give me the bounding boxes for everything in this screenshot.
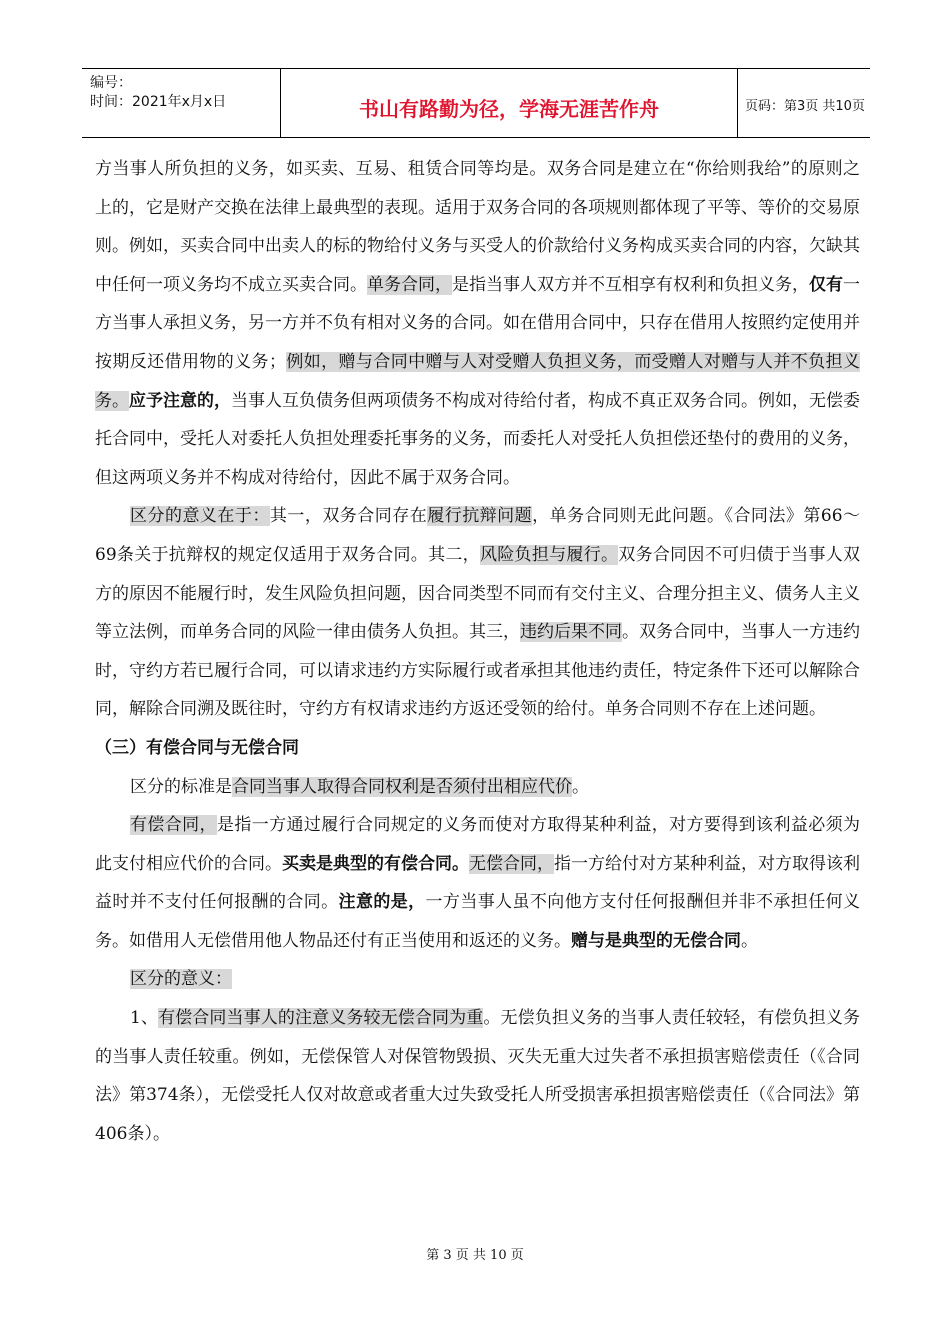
text-run: 一方当事人承担义务，另一方并不负有相对义务的合同。如在借用合同中，只存在借用人按照约定使用并按期反还借用物的义务； [95,274,860,372]
text-run: 。 [741,930,758,951]
text-run: 方当事人所负担的义务，如买卖、互易、租赁合同等均是。双务合同是建立在“你给则我给”的原则之上的，它是财产交换在法律上最典型的表现。适用于双务合同的各项规则都体现了平等、等价的交易原则。例如，买卖合同中出卖人的标的物给付义务与买受人的价款给付义务构成买卖合同的内容，欠缺其中任何一项义务均不成立买卖合同。 [95,159,860,295]
header-meta-cell [82,69,280,137]
highlight-term: 违约后果不同 [520,622,622,643]
highlight-term: 无偿合同， [469,853,554,874]
text-run: 指一方给付对方某种利益，对方取得该利益时并不支付任何报酬的合同。 [95,853,860,913]
highlight-term: 例如，赠与合同中赠与人对受赠人负担义务，而受赠人对赠与人并不负担义务。 [95,351,860,411]
bold-run: 仅有 [809,274,843,295]
highlight-term: 有偿合同当事人的注意义务较无偿合同为重 [158,1008,484,1029]
text-run: 是指一方通过履行合同规定的义务而使对方取得某种利益，对方要得到该利益必须为此支付相应代价的合同。 [95,815,861,874]
bold-run: 应予注意的， [129,390,231,411]
bold-run: 买卖是典型的有偿合同。 [282,853,469,874]
text-run: 双务合同因不可归债于当事人双方的原因不能履行时，发生风险负担问题，因合同类型不同而有交付主义、合理分担主义、债务人主义等立法例，而单务合同的风险一律由债务人负担。其三， [95,544,861,643]
paragraph-significance [95,497,860,729]
page-header [82,68,870,138]
text-run: 是指当事人双方并不互相享有权利和负担义务， [452,274,809,295]
highlight-term: 合同当事人取得合同权利是否须付出相应代价 [232,776,572,797]
time-label: 时间：2021年x月x日 [90,94,227,110]
paragraph-bilateral-unilateral [95,150,860,497]
text-run: 1、 [130,1008,159,1029]
page-footer: 第 3 页 共 10 页 [426,1248,524,1263]
highlight-term: 履行抗辩问题 [427,506,533,527]
text-run: ，单务合同则无此问题。《合同法》第66～69条关于抗辩权的规定仅适用于双务合同。其二， [95,506,860,565]
text-run: 区分的标准是 [130,776,232,797]
bold-run: 赠与是典型的无偿合同 [571,930,741,951]
motto: 书山有路勤为径，学海无涯苦作舟 [359,97,659,121]
text-run: 。双务合同中，当事人一方违约时，守约方若已履行合同，可以请求违约方实际履行或者承担其他违约责任，特定条件下还可以解除合同，解除合同溯及既往时，守约方有权请求违约方返还受领的给付。单务合同则不存在上述问题。 [95,622,860,720]
paragraph-significance-heading [95,960,860,999]
highlight-term: 单务合同， [367,274,452,295]
code-label: 编号： [90,75,132,91]
paragraph-point-1 [95,999,860,1153]
highlight-term: 区分的意义在于： [130,506,270,527]
text-run: 当事人互负债务但两项债务不构成对待给付者，构成不真正双务合同。例如，无偿委托合同中，受托人对委托人负担处理委托事务的义务，而委托人对受托人负担偿还垫付的费用的义务，但这两项义务并不构成对待给付，因此不属于双务合同。 [95,390,860,488]
section-heading: （三）有偿合同与无偿合同 [95,737,299,758]
text-run: 一方当事人虽不向他方支付任何报酬但并非不承担任何义务。如借用人无偿借用他人物品还付有正当使用和返还的义务。 [95,892,861,951]
page-info: 页码：第3页 共10页 [745,99,865,114]
header-page-cell [737,69,870,137]
bold-run: 注意的是， [338,892,426,913]
text-run: 。 [572,776,589,797]
document-body [95,150,860,1153]
paragraph-criterion [95,768,860,807]
highlight-term: 区分的意义： [130,969,232,990]
header-motto-cell [280,69,738,137]
paragraph-onerous-gratuitous [95,806,860,960]
highlight-term: 有偿合同， [130,815,217,836]
text-run: 其一，双务合同存在 [269,506,428,527]
highlight-term: 风险负担与履行。 [479,544,619,565]
text-run: 。无偿负担义务的当事人责任较轻，有偿负担义务的当事人责任较重。例如，无偿保管人对保管物毁损、灭失无重大过失者不承担损害赔偿责任（《合同法》第374条），无偿受托人仅对故意或者重大过失致受托人所受损害承担损害赔偿责任（《合同法》第406条）。 [95,1008,860,1144]
